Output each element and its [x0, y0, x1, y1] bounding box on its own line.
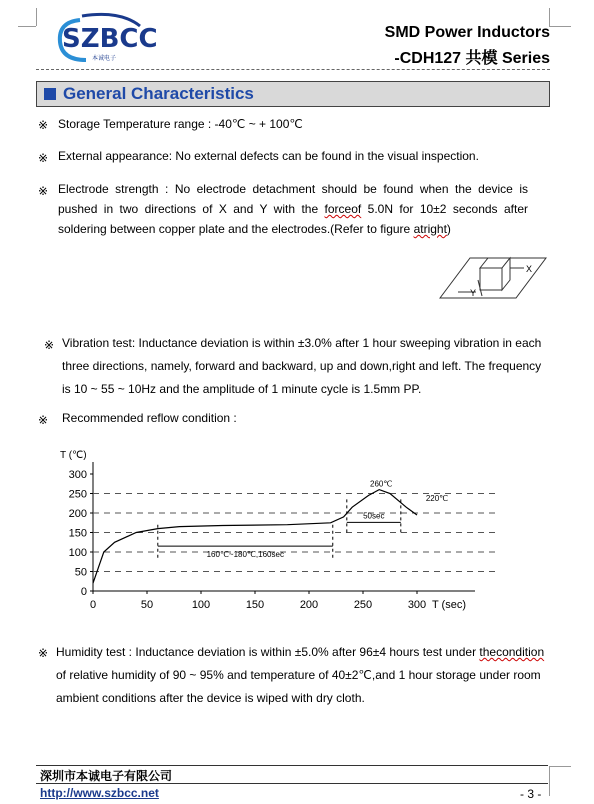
humidity-line-1 — [56, 641, 544, 664]
electrode-line-2-flagged: forceof — [324, 202, 362, 216]
figure-y-label: Y — [470, 288, 477, 298]
square-bullet-icon — [44, 88, 56, 100]
reflow-profile-chart — [40, 440, 520, 620]
humidity-line-1-start: Humidity test : Inductance deviation is within ±5.0% after 96±4 hours test under — [56, 645, 480, 659]
crop-mark — [36, 8, 37, 26]
external-appearance-text: External appearance: No external defects can be found in the visual inspection. — [58, 149, 479, 163]
x-tick-label: 300 — [407, 599, 427, 611]
level-annotation: 220℃ — [425, 494, 449, 504]
electrode-test-figure — [436, 246, 548, 302]
y-tick-label: 150 — [68, 527, 87, 540]
footer-rule-top — [36, 765, 548, 766]
electrode-line-3-end: ) — [446, 222, 451, 236]
figure-x-label: X — [526, 264, 533, 274]
reference-mark: ※ — [44, 338, 55, 352]
crop-mark — [18, 26, 36, 27]
humidity-line-2: of relative humidity of 90 ~ 95% and temperature of 40±2℃,and 1 hour storage under room — [56, 668, 541, 682]
footer-page-number: - 3 - — [520, 787, 542, 801]
x-tick-label: 200 — [299, 599, 319, 611]
crop-mark — [549, 766, 571, 767]
document-title — [385, 24, 550, 68]
y-tick-label: 200 — [68, 508, 87, 520]
footer-company: 深圳市本诚电子有限公司 — [40, 769, 173, 783]
x-tick-label: 250 — [353, 599, 373, 611]
electrode-line-2-end: 5.0N for 10±2 seconds after — [361, 202, 528, 216]
title-line-2: -CDH127 共模 Series — [394, 50, 550, 67]
y-tick-label: 100 — [68, 547, 87, 559]
title-line-1: SMD Power Inductors — [384, 24, 550, 41]
reference-mark: ※ — [38, 184, 49, 198]
vibration-line-2: three directions, namely, forward and backward, up and down,right and left. The frequency — [62, 359, 542, 373]
y-tick-label: 0 — [80, 586, 87, 598]
logo-text: SZBCC — [62, 24, 158, 54]
electrode-line-2 — [58, 199, 528, 219]
section-header — [36, 81, 550, 107]
x-tick-label: 150 — [245, 599, 265, 611]
vibration-line-1: Vibration test: Inductance deviation is within ±3.0% after 1 hour sweeping vibration in each — [62, 336, 542, 350]
humidity-line-1-flagged: thecondition — [479, 645, 545, 659]
electrode-line-2-start: pushed in two directions of X and Y with the — [58, 202, 325, 216]
reflow-condition-text: Recommended reflow condition : — [62, 411, 237, 425]
crop-mark — [549, 26, 571, 27]
peak-window-annotation: 50sec — [363, 511, 385, 521]
x-tick-label: 0 — [89, 599, 97, 611]
peak-temperature-annotation: 260℃ — [370, 479, 393, 489]
vibration-test-text — [62, 332, 541, 401]
header-rule — [36, 69, 550, 70]
y-tick-label: 50 — [74, 566, 87, 579]
humidity-test-text — [56, 641, 544, 710]
y-tick-label: 300 — [68, 469, 87, 481]
logo-subtext: 本诚电子 — [92, 56, 117, 62]
storage-temperature-text: Storage Temperature range : -40℃ ~ + 100℃ — [58, 117, 303, 131]
section-title: General Characteristics — [63, 84, 254, 103]
x-axis-label: T (sec) — [431, 599, 467, 611]
reference-mark: ※ — [38, 118, 49, 132]
electrode-line-3 — [58, 219, 528, 239]
electrode-strength-text — [58, 179, 528, 239]
y-axis-label: T (℃) — [60, 450, 87, 461]
vibration-line-3: is 10 ~ 55 ~ 10Hz and the amplitude of 1 minute cycle is 1.5mm PP. — [62, 382, 422, 396]
reference-mark: ※ — [38, 413, 49, 427]
x-tick-label: 100 — [191, 599, 211, 611]
electrode-line-3-start: soldering between copper plate and the electrodes.(Refer to figure — [58, 222, 414, 236]
reflow-profile-line — [93, 490, 417, 584]
reference-mark: ※ — [38, 151, 49, 165]
x-tick-label: 50 — [140, 599, 154, 611]
electrode-line-3-flagged: atright — [413, 222, 447, 236]
crop-mark — [549, 766, 550, 796]
y-tick-label: 250 — [68, 488, 87, 501]
humidity-line-3: ambient conditions after the device is wiped with dry cloth. — [56, 691, 365, 705]
footer-rule-mid — [36, 783, 548, 784]
footer-url-link[interactable]: http://www.szbcc.net — [40, 786, 159, 800]
reference-mark: ※ — [38, 646, 49, 660]
electrode-line-1: Electrode strength : No electrode detachment should be found when the device is — [58, 182, 528, 196]
soak-annotation: 160℃~180℃,160sec — [206, 550, 284, 560]
logo — [50, 12, 160, 64]
